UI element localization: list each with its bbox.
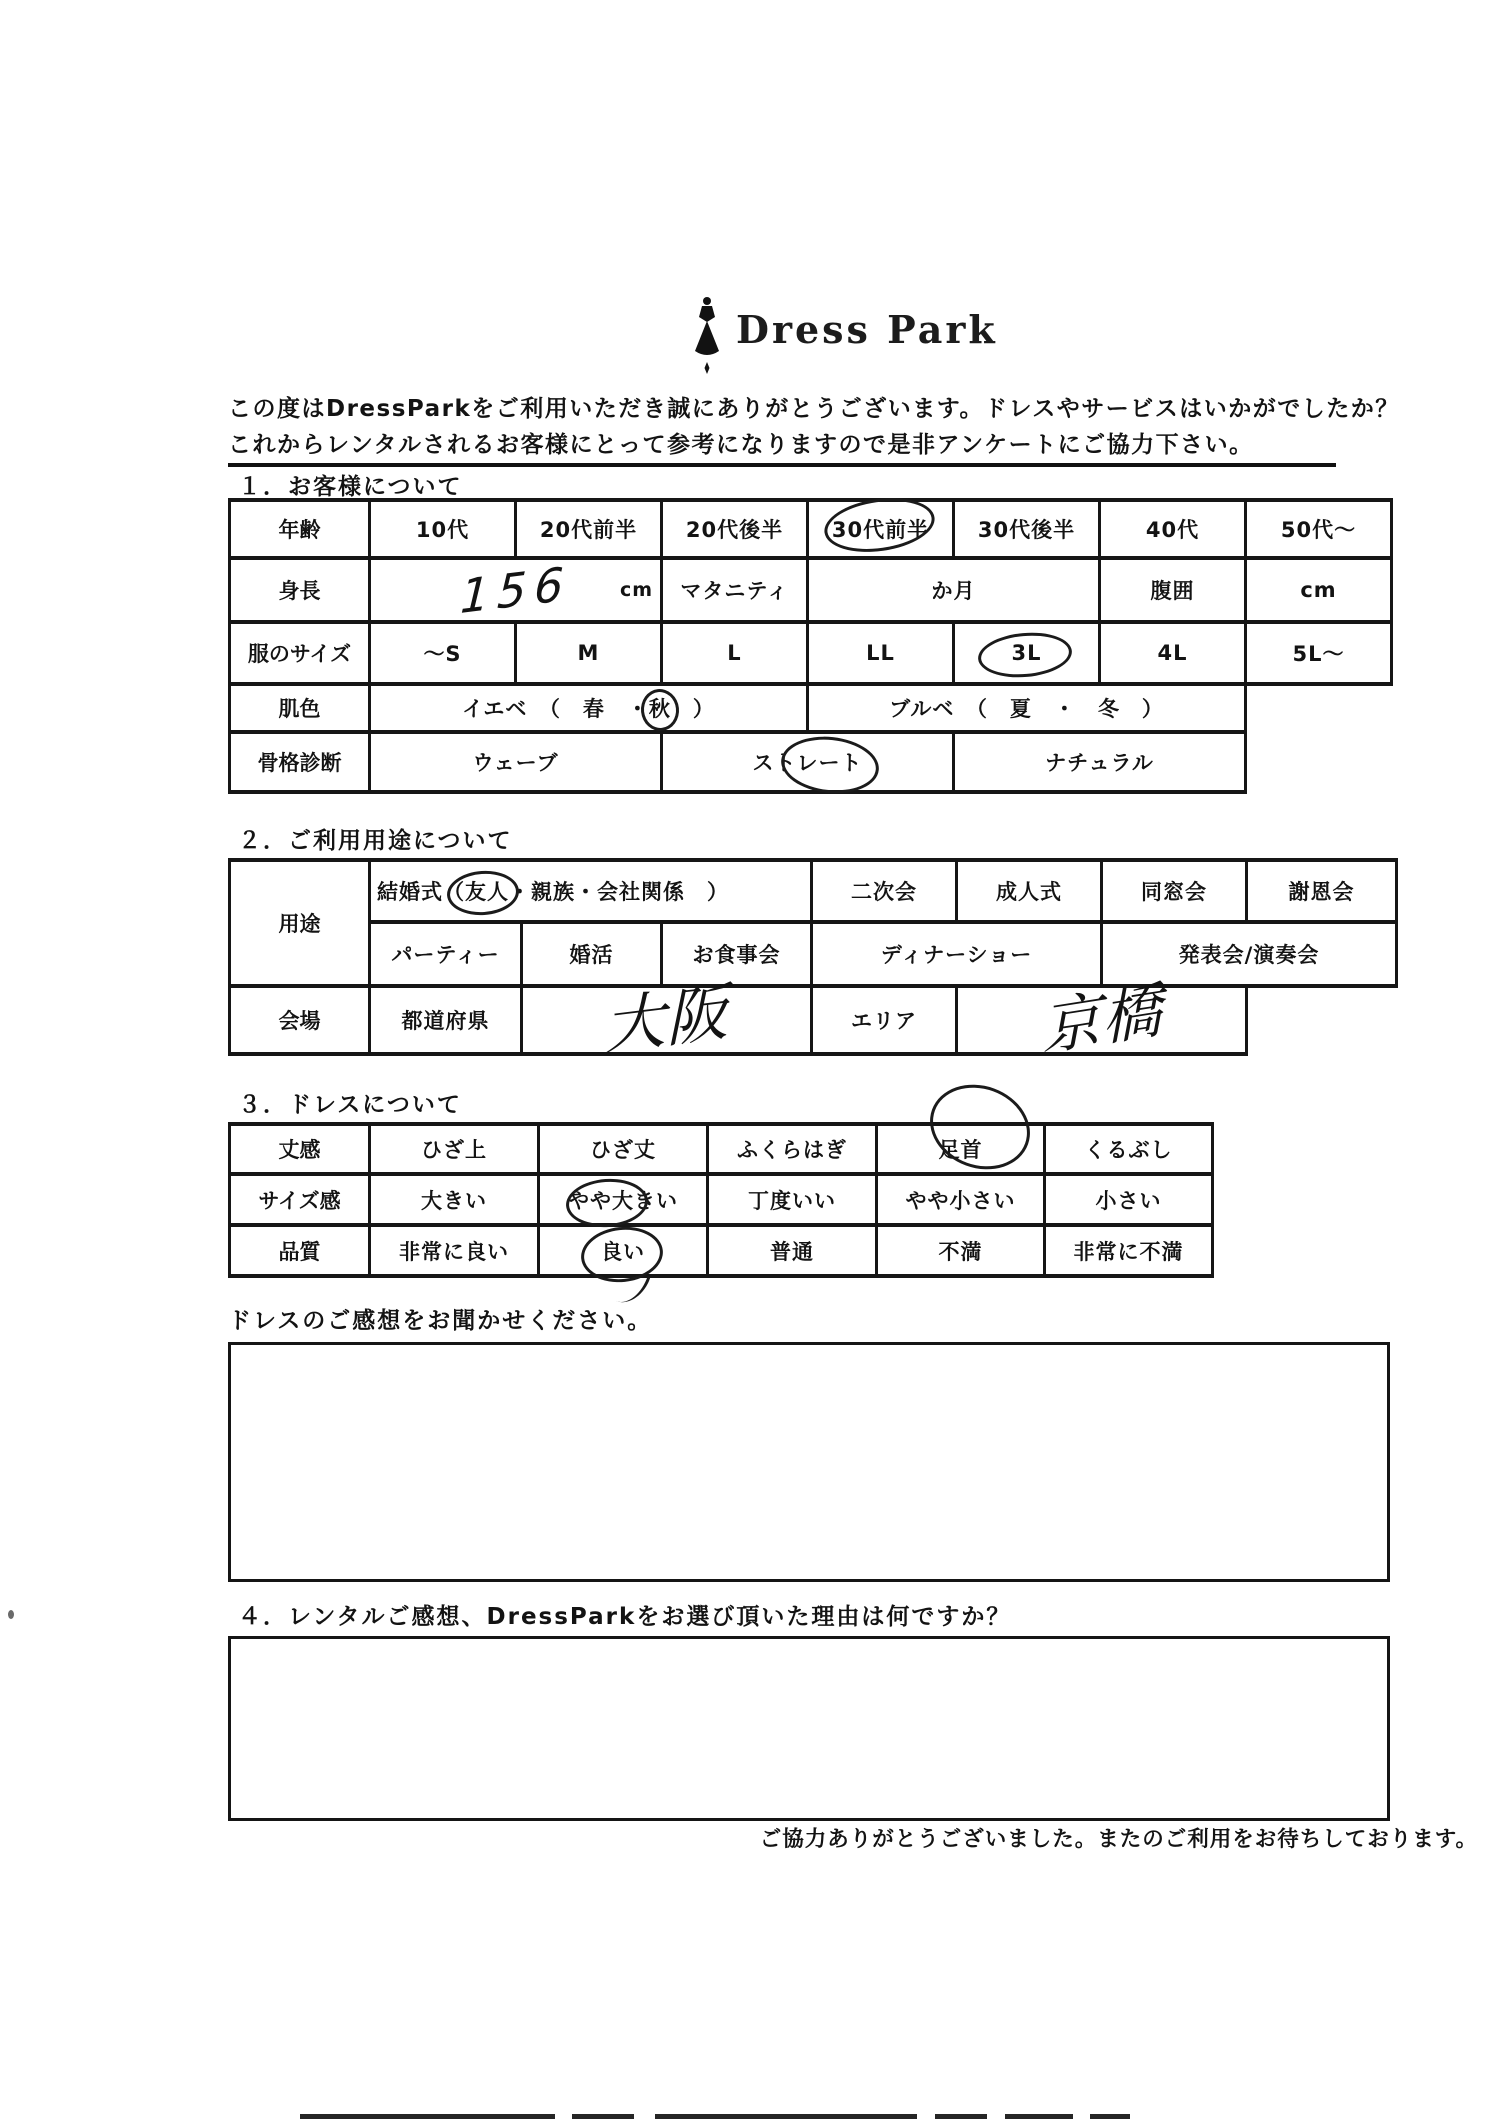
prefecture-handwritten-value: 大阪 (602, 975, 731, 1064)
age-option-50s[interactable]: 50代～ (1246, 500, 1392, 558)
length-option-knee[interactable]: ひざ丈 (539, 1124, 708, 1174)
skin-yellow-base-cell[interactable] (370, 684, 808, 732)
venue-row (230, 986, 1397, 1054)
size-option-ll[interactable]: LL (808, 622, 954, 684)
usage-table (228, 858, 1398, 1065)
skin-yellow-prefix: イエベ （ 春 ・ (462, 697, 649, 721)
height-row (230, 558, 1392, 622)
quality-option-good[interactable] (539, 1225, 708, 1276)
size-option-s[interactable]: ～S (370, 622, 516, 684)
age-option-10s[interactable]: 10代 (370, 500, 516, 558)
dress-table (228, 1122, 1214, 1278)
fit-option-just-right[interactable]: 丁度いい (708, 1174, 877, 1225)
table1-filler (1246, 732, 1392, 792)
scan-edge-mark (655, 2114, 917, 2119)
fit-option-slightly-big[interactable] (539, 1174, 708, 1225)
dress-feedback-label: ドレスのご感想をお聞かせください。 (228, 1308, 653, 1334)
dress-size-row (230, 1174, 1213, 1225)
usage-option-reunion[interactable]: 同窓会 (1102, 860, 1247, 922)
frame-row-label: 骨格診断 (230, 732, 370, 792)
fit-option-big[interactable]: 大きい (370, 1174, 539, 1225)
usage-option-party[interactable]: パーティー (370, 922, 522, 986)
table2-filler (1247, 986, 1397, 1054)
size-option-l[interactable]: L (662, 622, 808, 684)
customer-info-table (228, 498, 1393, 794)
size-option-5l[interactable]: 5L～ (1246, 622, 1392, 684)
scan-edge-mark (572, 2114, 634, 2119)
scan-edge-mark (300, 2114, 555, 2119)
fit-option-small[interactable]: 小さい (1045, 1174, 1213, 1225)
section4-title: ４．レンタルご感想、DressParkをお選び頂いた理由は何ですか？ (238, 1604, 1012, 1630)
dress-quality-row (230, 1225, 1213, 1276)
length-option-calf[interactable]: ふくらはぎ (708, 1124, 877, 1174)
frame-option-straight-label: ストレート (753, 747, 863, 777)
usage-option-matchmaking[interactable]: 婚活 (522, 922, 662, 986)
usage-option-afterparty[interactable]: 二次会 (812, 860, 957, 922)
frame-diagnosis-row (230, 732, 1392, 792)
frame-option-wave[interactable]: ウェーブ (370, 732, 662, 792)
length-option-ankle[interactable] (877, 1124, 1045, 1174)
section1-title: １．お客様について (238, 474, 463, 500)
length-row-label: 丈感 (230, 1124, 370, 1174)
height-value-cell[interactable] (370, 555, 662, 625)
usage-row-2 (230, 922, 1397, 986)
size-option-4l[interactable]: 4L (1100, 622, 1246, 684)
maternity-label-cell: マタニティ (662, 558, 808, 622)
age-option-20-late[interactable]: 20代後半 (662, 500, 808, 558)
height-handwritten-value: 156 (458, 555, 573, 625)
usage-option-dinner-show[interactable]: ディナーショー (812, 922, 1102, 986)
usage-row-1 (230, 860, 1397, 922)
age-option-30-early[interactable] (808, 500, 954, 558)
size-option-3l-label: 3L (1011, 641, 1042, 665)
intro-line2 (228, 426, 1336, 467)
frame-option-straight[interactable] (662, 732, 954, 792)
area-value-cell[interactable] (957, 975, 1247, 1065)
footer-thanks: ご協力ありがとうございました。またのご利用をお待ちしております。 (759, 1827, 1478, 1852)
dress-length-row (230, 1124, 1213, 1174)
intro-line1: この度はDressParkをご利用いただき誠にありがとうございます。ドレスやサービスはいかがでしたか？ (228, 396, 1400, 422)
usage-option-coming-of-age[interactable]: 成人式 (957, 860, 1102, 922)
age-option-30-late[interactable]: 30代後半 (954, 500, 1100, 558)
length-option-anklebone[interactable]: くるぶし (1045, 1124, 1213, 1174)
intro-line2-text: これからレンタルされるお客様にとって参考になりますので是非アンケートにご協力下さい。 (228, 426, 1336, 467)
frame-option-natural[interactable]: ナチュラル (954, 732, 1246, 792)
prefecture-label: 都道府県 (370, 986, 522, 1054)
waist-unit-label: cm (1300, 578, 1337, 602)
quality-option-good-label: 良い (601, 1236, 645, 1266)
height-row-label: 身長 (230, 558, 370, 622)
logo (690, 296, 998, 376)
quality-option-normal[interactable]: 普通 (708, 1225, 877, 1276)
clothing-size-row (230, 622, 1392, 684)
length-option-ankle-label: 足首 (939, 1134, 983, 1164)
skin-blue-base-cell[interactable]: ブルベ （ 夏 ・ 冬 ） (808, 684, 1246, 732)
fit-option-slightly-big-label: やや大きい (568, 1185, 678, 1215)
wedding-prefix: 結婚式（ (377, 880, 465, 904)
logo-text: Dress Park (736, 306, 998, 352)
quality-option-very-good[interactable]: 非常に良い (370, 1225, 539, 1276)
quality-row-label: 品質 (230, 1225, 370, 1276)
age-row (230, 500, 1392, 558)
usage-option-wedding[interactable] (370, 860, 812, 922)
scan-speck (8, 1610, 14, 1619)
section2-title: ２．ご利用用途について (238, 828, 513, 854)
skin-autumn-label: 秋 (649, 693, 671, 723)
quality-option-dissatisfied[interactable]: 不満 (877, 1225, 1045, 1276)
quality-option-very-dissatisfied[interactable]: 非常に不満 (1045, 1225, 1213, 1276)
prefecture-value-cell[interactable] (522, 975, 812, 1064)
area-handwritten-value: 京橋 (1039, 975, 1164, 1065)
size-option-m[interactable]: M (516, 622, 662, 684)
skin-row-label: 肌色 (230, 684, 370, 732)
fit-row-label: サイズ感 (230, 1174, 370, 1225)
height-unit-label: cm (619, 579, 653, 601)
age-option-30-early-label: 30代前半 (832, 514, 929, 544)
usage-option-recital[interactable]: 発表会/演奏会 (1102, 922, 1397, 986)
wedding-friend-label: 友人 (465, 876, 509, 906)
size-row-label: 服のサイズ (230, 622, 370, 684)
waist-unit-cell[interactable] (1246, 558, 1392, 622)
rental-feedback-box[interactable] (228, 1636, 1390, 1821)
dress-feedback-box[interactable] (228, 1342, 1390, 1582)
venue-label: 会場 (230, 986, 370, 1054)
age-option-40s[interactable]: 40代 (1100, 500, 1246, 558)
maternity-months-cell[interactable] (808, 558, 1100, 622)
size-option-3l[interactable] (954, 622, 1100, 684)
scan-edge-mark (1090, 2114, 1130, 2119)
skin-tone-row (230, 684, 1392, 732)
section3-title: ３．ドレスについて (238, 1092, 462, 1118)
wedding-suffix: ・親族・会社関係 ） (509, 880, 729, 904)
skin-yellow-suffix: ） (670, 697, 715, 721)
waist-label-cell: 腹囲 (1100, 558, 1246, 622)
fit-option-slightly-small[interactable]: やや小さい (877, 1174, 1045, 1225)
age-option-20-early[interactable]: 20代前半 (516, 500, 662, 558)
length-option-above-knee[interactable]: ひざ上 (370, 1124, 539, 1174)
usage-option-thanks-party[interactable]: 謝恩会 (1247, 860, 1397, 922)
scan-edge-mark (935, 2114, 987, 2119)
area-label: エリア (812, 986, 957, 1054)
usage-label: 用途 (230, 860, 370, 986)
scan-edge-mark (1005, 2114, 1073, 2119)
usage-option-dining[interactable]: お食事会 (662, 922, 812, 986)
age-row-label: 年齢 (230, 500, 370, 558)
months-label: か月 (931, 579, 976, 603)
dress-icon (690, 296, 724, 376)
table1-filler (1246, 684, 1392, 732)
